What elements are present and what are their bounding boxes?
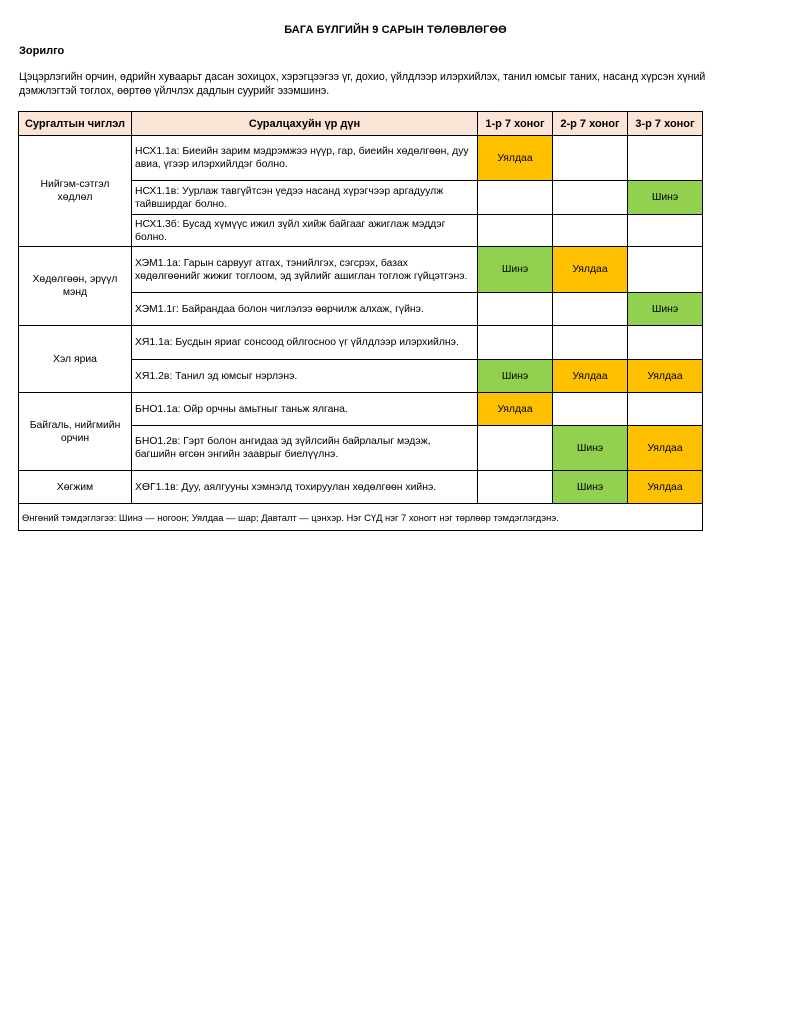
header-week-1: 1-р 7 хоног [478, 112, 553, 136]
week-cell [478, 326, 553, 360]
week-cell [478, 215, 553, 247]
header-week-3: 3-р 7 хоног [628, 112, 703, 136]
week-cell: Шинэ [478, 247, 553, 293]
area-cell: Байгаль, нийгмийн орчин [19, 393, 132, 471]
legend-note-row [19, 504, 703, 531]
week-cell [628, 326, 703, 360]
lesson-plan-table [18, 111, 703, 531]
week-cell [553, 136, 628, 181]
outcome-cell: ХЭМ1.1г: Байрандаа болон чиглэлээ өөрчилж алхаж, гүйнэ. [132, 293, 478, 326]
week-cell: Шинэ [478, 360, 553, 393]
week-cell: Уялдаа [478, 136, 553, 181]
goal-heading: Зорилго [19, 45, 65, 57]
table-row [19, 326, 703, 360]
week-cell [553, 215, 628, 247]
legend-note: Өнгөний тэмдэглэгээ: Шинэ — ногоон; Уялдаа — шар; Давталт — цэнхэр. Нэг СҮД нэг 7 хоногт нэг төрлөөр тэмдэглэгдэнэ. [19, 504, 703, 531]
table-row [19, 136, 703, 181]
week-cell [553, 393, 628, 426]
week-cell [628, 136, 703, 181]
goal-text: Цэцэрлэгийн орчин, өдрийн хуваарьт дасан зохицох, хэрэгцээгээ үг, дохио, үйлдлээр илэрхийлэх, танил юмсыг таних, насанд хүрсэн хүний дэмжлэгтэй тоглох, өөртөө үйлчлэх дадлын суурийг эзэмшинэ. [19, 71, 706, 97]
table-row [19, 247, 703, 293]
week-cell: Шинэ [553, 426, 628, 471]
outcome-cell: НСХ1.1в: Уурлаж тавгүйтсэн үедээ насанд хүрэгчээр аргадуулж тайвширдаг болно. [132, 181, 478, 215]
week-cell [628, 215, 703, 247]
outcome-cell: БНО1.2в: Гэрт болон ангидаа эд зүйлсийн байрлалыг мэдэж, багшийн өгсөн энгийн зааврыг биелүүлнэ. [132, 426, 478, 471]
week-cell: Шинэ [628, 293, 703, 326]
header-week-2: 2-р 7 хоног [553, 112, 628, 136]
week-cell [478, 181, 553, 215]
outcome-cell: ХЯ1.2в: Танил эд юмсыг нэрлэнэ. [132, 360, 478, 393]
table-row [19, 471, 703, 504]
area-cell: Хэл яриа [19, 326, 132, 393]
table-row [19, 393, 703, 426]
table-header-row [19, 112, 703, 136]
outcome-cell: ХЯ1.1а: Бусдын яриаг сонсоод ойлгосноо үг үйлдлээр илэрхийлнэ. [132, 326, 478, 360]
area-cell: Нийгэм-сэтгэл хөдлөл [19, 136, 132, 247]
week-cell [478, 293, 553, 326]
header-area: Сургалтын чиглэл [19, 112, 132, 136]
week-cell: Шинэ [553, 471, 628, 504]
outcome-cell: БНО1.1а: Ойр орчны амьтныг таньж ялгана. [132, 393, 478, 426]
outcome-cell: НСХ1.1а: Биеийн зарим мэдрэмжээ нүүр, гар, биеийн хөдөлгөөн, дуу авиа, үгээр илэрхийлдэг болно. [132, 136, 478, 181]
header-outcome: Суралцахуйн үр дүн [132, 112, 478, 136]
week-cell [478, 471, 553, 504]
week-cell [553, 293, 628, 326]
week-cell: Уялдаа [628, 426, 703, 471]
page-title: БАГА БҮЛГИЙН 9 САРЫН ТӨЛӨВЛӨГӨӨ [284, 24, 507, 36]
week-cell: Уялдаа [553, 247, 628, 293]
week-cell: Уялдаа [553, 360, 628, 393]
area-cell: Хөгжим [19, 471, 132, 504]
week-cell [478, 426, 553, 471]
week-cell [628, 393, 703, 426]
week-cell: Шинэ [628, 181, 703, 215]
outcome-cell: ХӨГ1.1в: Дуу, аялгууны хэмнэлд тохируулан хөдөлгөөн хийнэ. [132, 471, 478, 504]
week-cell: Уялдаа [628, 360, 703, 393]
week-cell: Уялдаа [478, 393, 553, 426]
week-cell: Уялдаа [628, 471, 703, 504]
area-cell: Хөдөлгөөн, эрүүл мэнд [19, 247, 132, 326]
outcome-cell: НСХ1.3б: Бусад хүмүүс ижил зүйл хийж байгааг ажиглаж мэддэг болно. [132, 215, 478, 247]
week-cell [553, 181, 628, 215]
week-cell [553, 326, 628, 360]
outcome-cell: ХЭМ1.1а: Гарын сарвууг атгах, тэнийлгэх, сэгсрэх, базах хөдөлгөөнийг жижиг тоглоом, эд зүйлийг ашиглан тоглож гүйцэтгэнэ. [132, 247, 478, 293]
week-cell [628, 247, 703, 293]
